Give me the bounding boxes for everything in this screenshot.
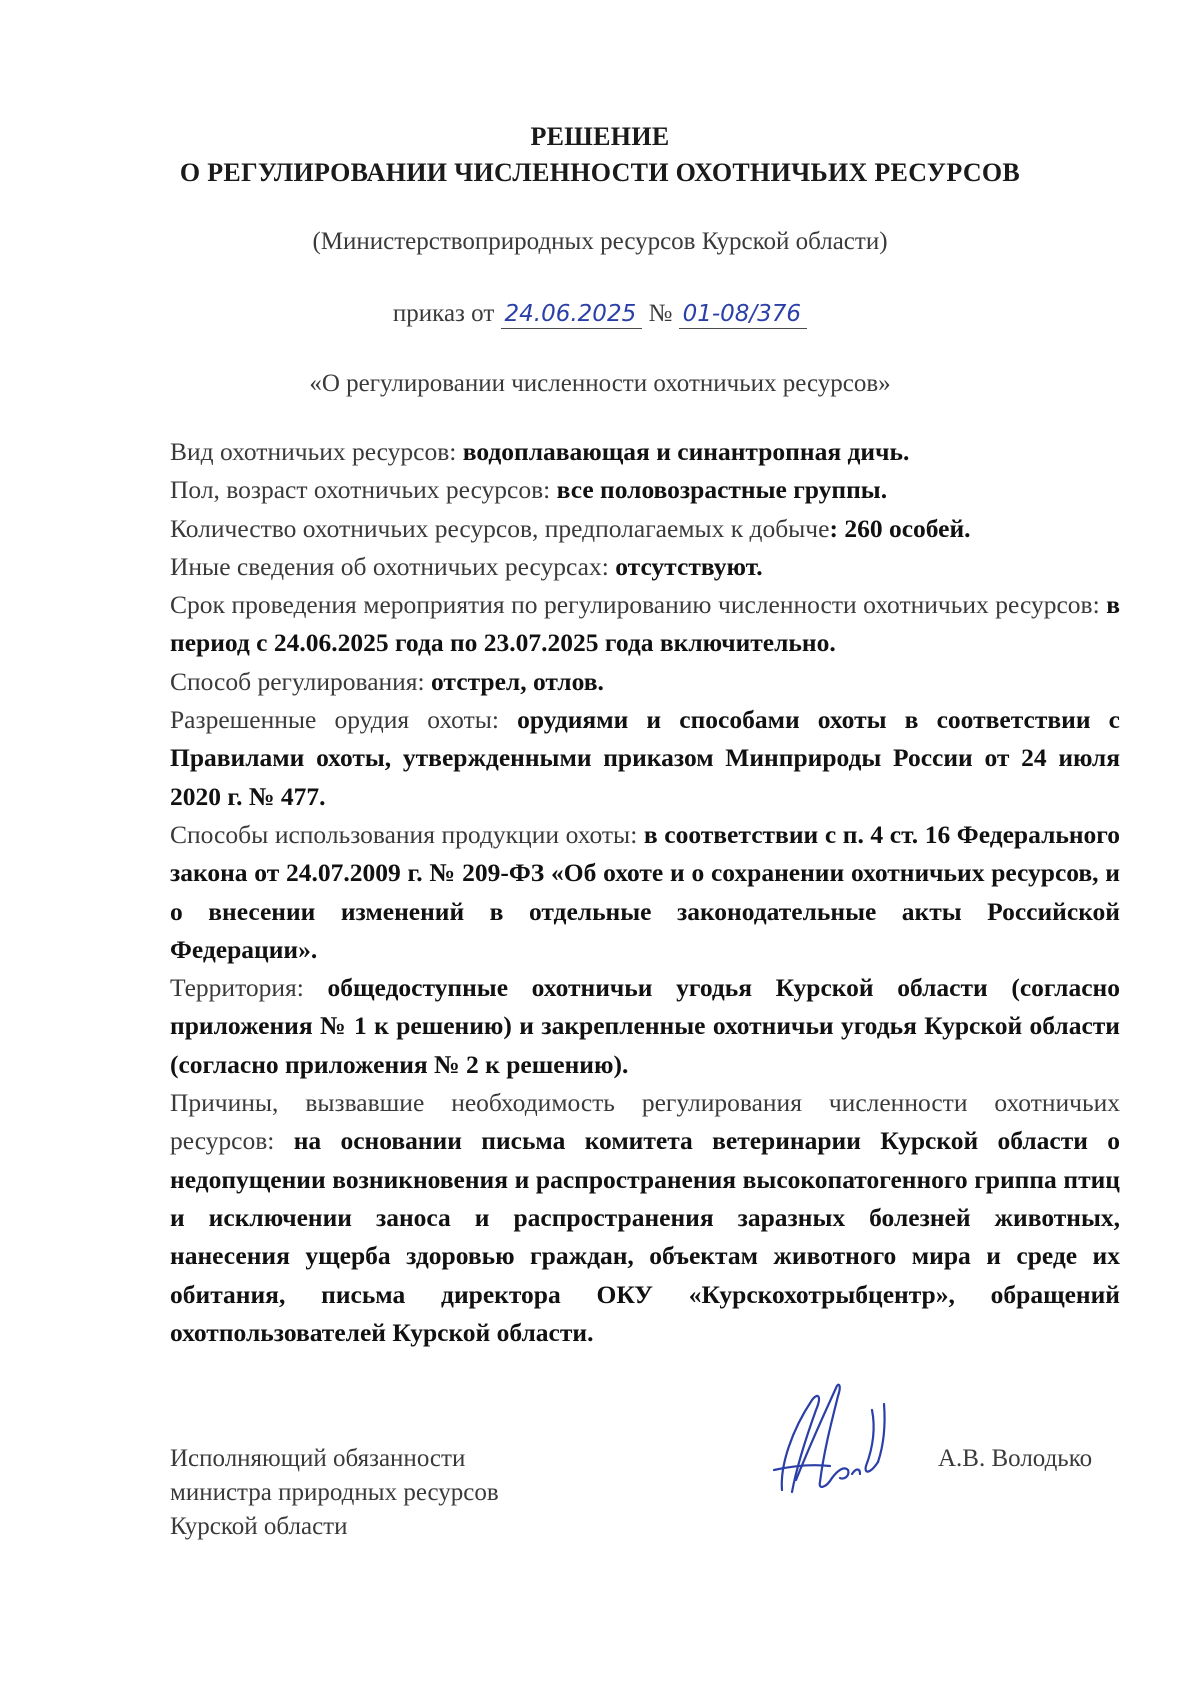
field-paragraph [170,701,1120,816]
field-value: водоплавающая и синантропная дичь. [462,437,910,466]
order-number-label: № [648,300,673,327]
field-paragraph [170,816,1120,969]
position-line: Исполняющий обязанности [170,1445,466,1472]
field-value: : 260 особей. [829,513,971,543]
position-line: министра природных ресурсов [170,1479,499,1506]
field-label: Срок проведения мероприятия по регулированию численности охотничьих ресурсов: [170,590,1107,620]
field-paragraph [170,433,1120,471]
field-paragraph [170,663,1120,701]
field-paragraph [170,586,1120,663]
field-paragraph [170,510,1120,548]
field-value: общедоступные охотничьи угодья Курской области (согласно приложения № 1 к решению) и закрепленные охотничьи угодья Курской области (согласно приложения № 2 к решению). [170,973,1120,1079]
order-prefix: приказ от [392,300,495,327]
signatory-name: А.В. Володько [938,1445,1093,1472]
signatory-position [170,1442,499,1544]
field-value: на основании письма комитета ветеринарии Курской области о недопущении возникновения и распространения высокопатогенного гриппа птиц и исключении заноса и распространения заразных болезней животных, нанесения ущерба здоровью граждан, объектам животного мира и среде их обитания, письма директора ОКУ «Курскохотрыбцентр», обращений охотпользователей Курской области. [170,1126,1120,1347]
field-label: Пол, возраст охотничьих ресурсов: [170,475,557,505]
field-value: в соответствии с п. 4 ст. 16 Федерального закона от 24.07.2009 г. № 209-ФЗ «Об охоте и о сохранении охотничьих ресурсов, и о внесении изменений в отдельные законодательные акты Российской Федерации». [170,819,1120,964]
ministry-name: (Министерствоприродных ресурсов Курской области) [312,228,888,255]
field-label: Способ регулирования: [170,666,431,696]
field-label: Разрешенные орудия охоты: [170,705,518,735]
field-label: Способы использования продукции охоты: [170,819,644,849]
field-paragraph [170,471,1120,509]
field-value: в период с 24.06.2025 года по 23.07.2025 года включительно. [170,590,1120,658]
order-line [0,300,1200,329]
field-paragraph [170,548,1120,586]
field-value: все половозрастные группы. [556,475,888,505]
handwritten-signature [752,1370,902,1510]
field-label: Территория: [170,973,328,1003]
decision-body [170,433,1120,1352]
document-title: РЕШЕНИЕ [530,122,670,151]
field-value: отстрел, отлов. [431,666,604,696]
field-value: отсутствуют. [615,551,763,581]
order-date-handwritten: 24.06.2025 [501,300,643,329]
field-paragraph [170,969,1120,1084]
field-value: орудиями и способами охоты в соответствии с Правилами охоты, утвержденными приказом Минприроды России от 24 июля 2020 г. № 477. [170,705,1120,811]
field-label: Вид охотничьих ресурсов: [170,437,463,466]
field-label: Иные сведения об охотничьих ресурсах: [170,551,616,581]
position-line: Курской области [170,1513,348,1540]
field-label: Причины, вызвавшие необходимость регулирования численности охотничьих ресурсов: [170,1088,1120,1156]
order-number-handwritten: 01-08/376 [679,300,807,329]
field-label: Количество охотничьих ресурсов, предполагаемых к добыче [170,513,830,543]
field-paragraph [170,1084,1120,1352]
order-title: «О регулировании численности охотничьих ресурсов» [309,370,891,397]
document-subtitle: О РЕГУЛИРОВАНИИ ЧИСЛЕННОСТИ ОХОТНИЧЬИХ РЕСУРСОВ [179,158,1021,187]
